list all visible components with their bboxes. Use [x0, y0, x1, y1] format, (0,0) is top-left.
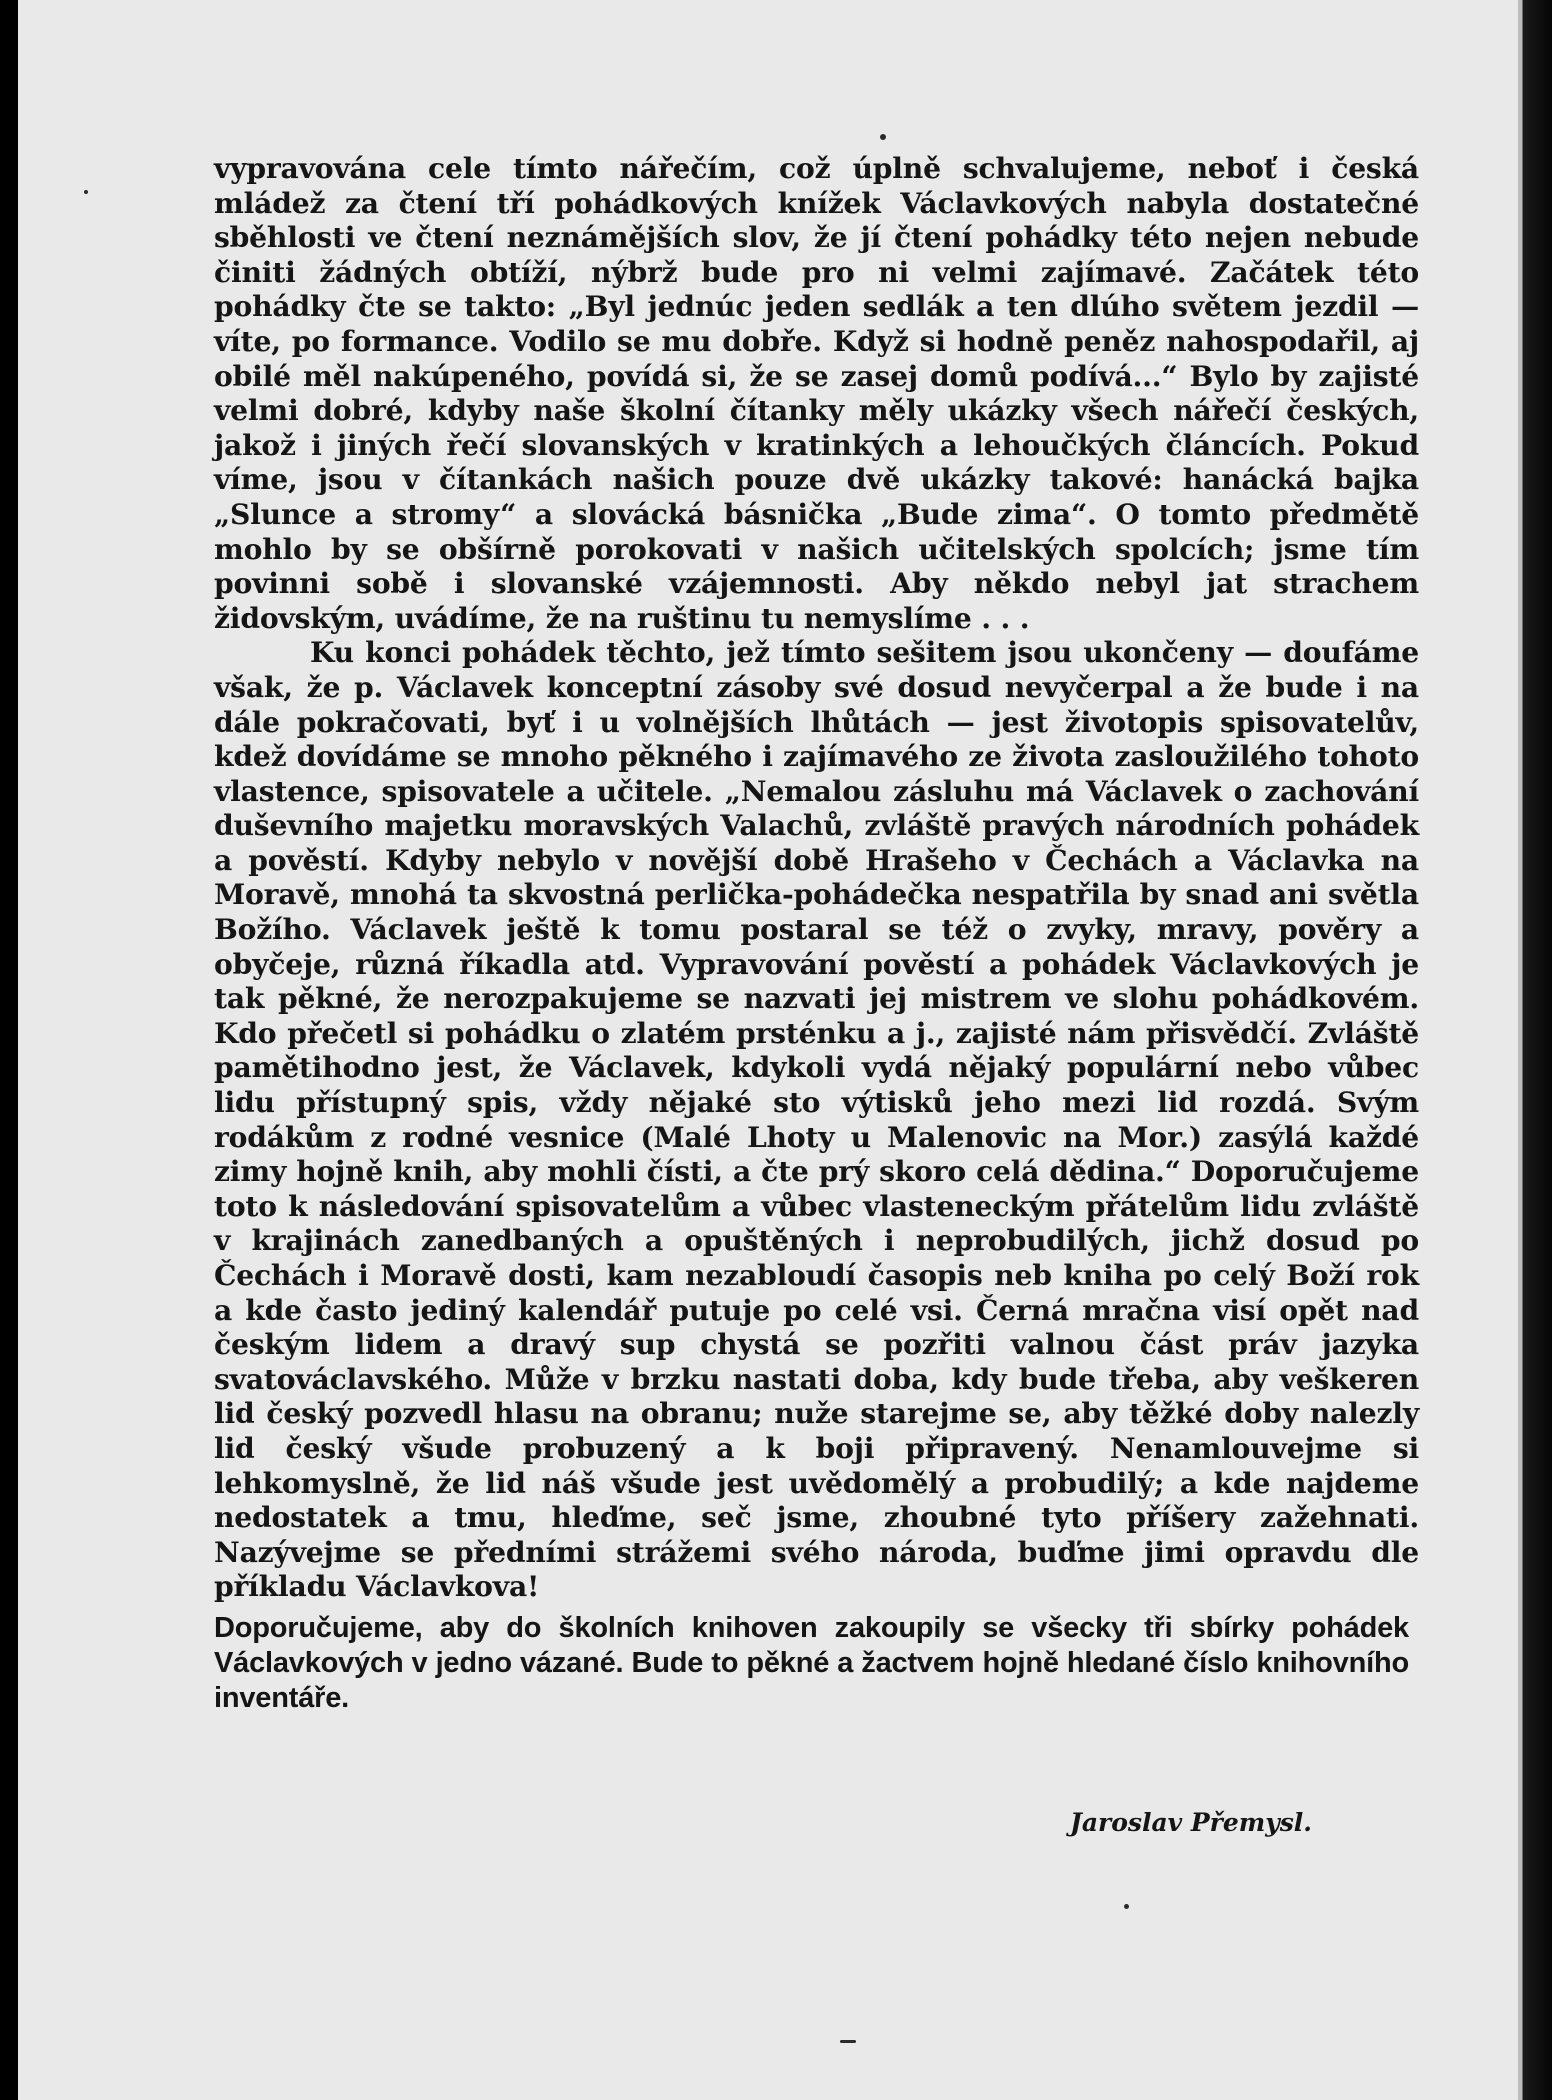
scan-speck	[84, 190, 88, 194]
author-signature: Jaroslav Přemysl.	[1070, 1808, 1313, 1837]
closing-recommendation: Doporučujeme, aby do školních knihoven zakoupily se všecky tři sbírky pohádek Václavkových v jedno vázané. Bude to pěkné a žactvem hojně hledané číslo knihovního inventáře.	[214, 1611, 1409, 1714]
scan-speck	[840, 2040, 856, 2043]
scan-speck	[1124, 1904, 1129, 1909]
scanned-page	[18, 0, 1518, 2100]
scan-speck	[880, 134, 886, 140]
scan-border	[1518, 0, 1552, 2100]
article-body	[214, 152, 1419, 1716]
paragraph-1: vypravována cele tímto nářečím, což úplně schvalujeme, neboť i česká mládež za čtení tří pohádkových knížek Václavkových nabyla dostatečné sběhlosti ve čtení neznámějších slov, že jí čtení pohádky této nejen nebude činiti žádných obtíží, nýbrž bude pro ni velmi zajímavé. Začátek této pohádky čte se takto: „Byl jednúc jeden sedlák a ten dlúho světem jezdil — víte, po formance. Vodilo se mu dobře. Když si hodně peněz nahospodařil, aj obilé měl nakúpeného, povídá si, že se zasej domů podívá...“ Bylo by zajisté velmi dobré, kdyby naše školní čítanky měly ukázky všech nářečí českých, jakož i jiných řečí slovanských v kratinkých a lehoučkých článcích. Pokud víme, jsou v čítankách našich pouze dvě ukázky takové: hanácká bajka „Slunce a stromy“ a slovácká básnička „Bude zima“. O tomto předmětě mohlo by se obšírně porokovati v našich učitelských spolcích; jsme tím povinni sobě i slovanské vzájemnosti. Aby někdo nebyl jat strachem židovským, uvádíme, že na ruštinu tu nemyslíme . . .	[214, 152, 1419, 635]
paragraph-2: Ku konci pohádek těchto, jež tímto sešitem jsou ukončeny — doufáme však, že p. Václavek konceptní zásoby své dosud nevyčerpal a že bude i na dále pokračovati, byť i u volnějších lhůtách — jest životopis spisovatelův, kdež dovídáme se mnoho pěkného i zajímavého ze života zasloužilého tohoto vlastence, spisovatele a učitele. „Nemalou zásluhu má Václavek o zachování duševního majetku moravských Valachů, zvláště pravých národních pohádek a pověstí. Kdyby nebylo v novější době Hrašeho v Čechách a Václavka na Moravě, mnohá ta skvostná perlička-pohádečka nespatřila by snad ani světla Božího. Václavek ještě k tomu postaral se též o zvyky, mravy, pověry a obyčeje, různá říkadla atd. Vypravování pověstí a pohádek Václavkových je tak pěkné, že nerozpakujeme se nazvati jej mistrem ve slohu pohádkovém. Kdo přečetl si pohádku o zlatém prsténku a j., zajisté nám přisvědčí. Zvláště pamětihodno jest, že Václavek, kdykoli vydá nějaký populární nebo vůbec lidu přístupný spis, vždy nějaké sto výtisků jeho mezi lid rozdá. Svým rodákům z rodné vesnice (Malé Lhoty u Malenovic na Mor.) zasýlá každé zimy hojně knih, aby mohli čísti, a čte prý skoro celá dědina.“ Doporučujeme toto k následování spisovatelům a vůbec vlasteneckým přátelům lidu zvláště v krajinách zanedbaných a opuštěných i neprobudilých, jichž dosud po Čechách i Moravě dosti, kam nezabloudí časopis neb kniha po celý Boží rok a kde často jediný kalendář putuje po celé vsi. Černá mračna visí opět nad českým lidem a dravý sup chystá se pozřiti valnou část práv jazyka svatováclavského. Může v brzku nastati doba, kdy bude třeba, aby veškeren lid český pozvedl hlasu na obranu; nuže starejme se, aby těžké doby nalezly lid český všude probuzený a k boji připravený. Nenamlouvejme si lehkomyslně, že lid náš všude jest uvědomělý a probudilý; a kde najdeme nedostatek a tmu, hleďme, seč jsme, zhoubné tyto příšery zažehnati. Nazývejme se předními strážemi svého národa, buďme jimi opravdu dle příkladu Václavkova!	[214, 636, 1419, 1604]
